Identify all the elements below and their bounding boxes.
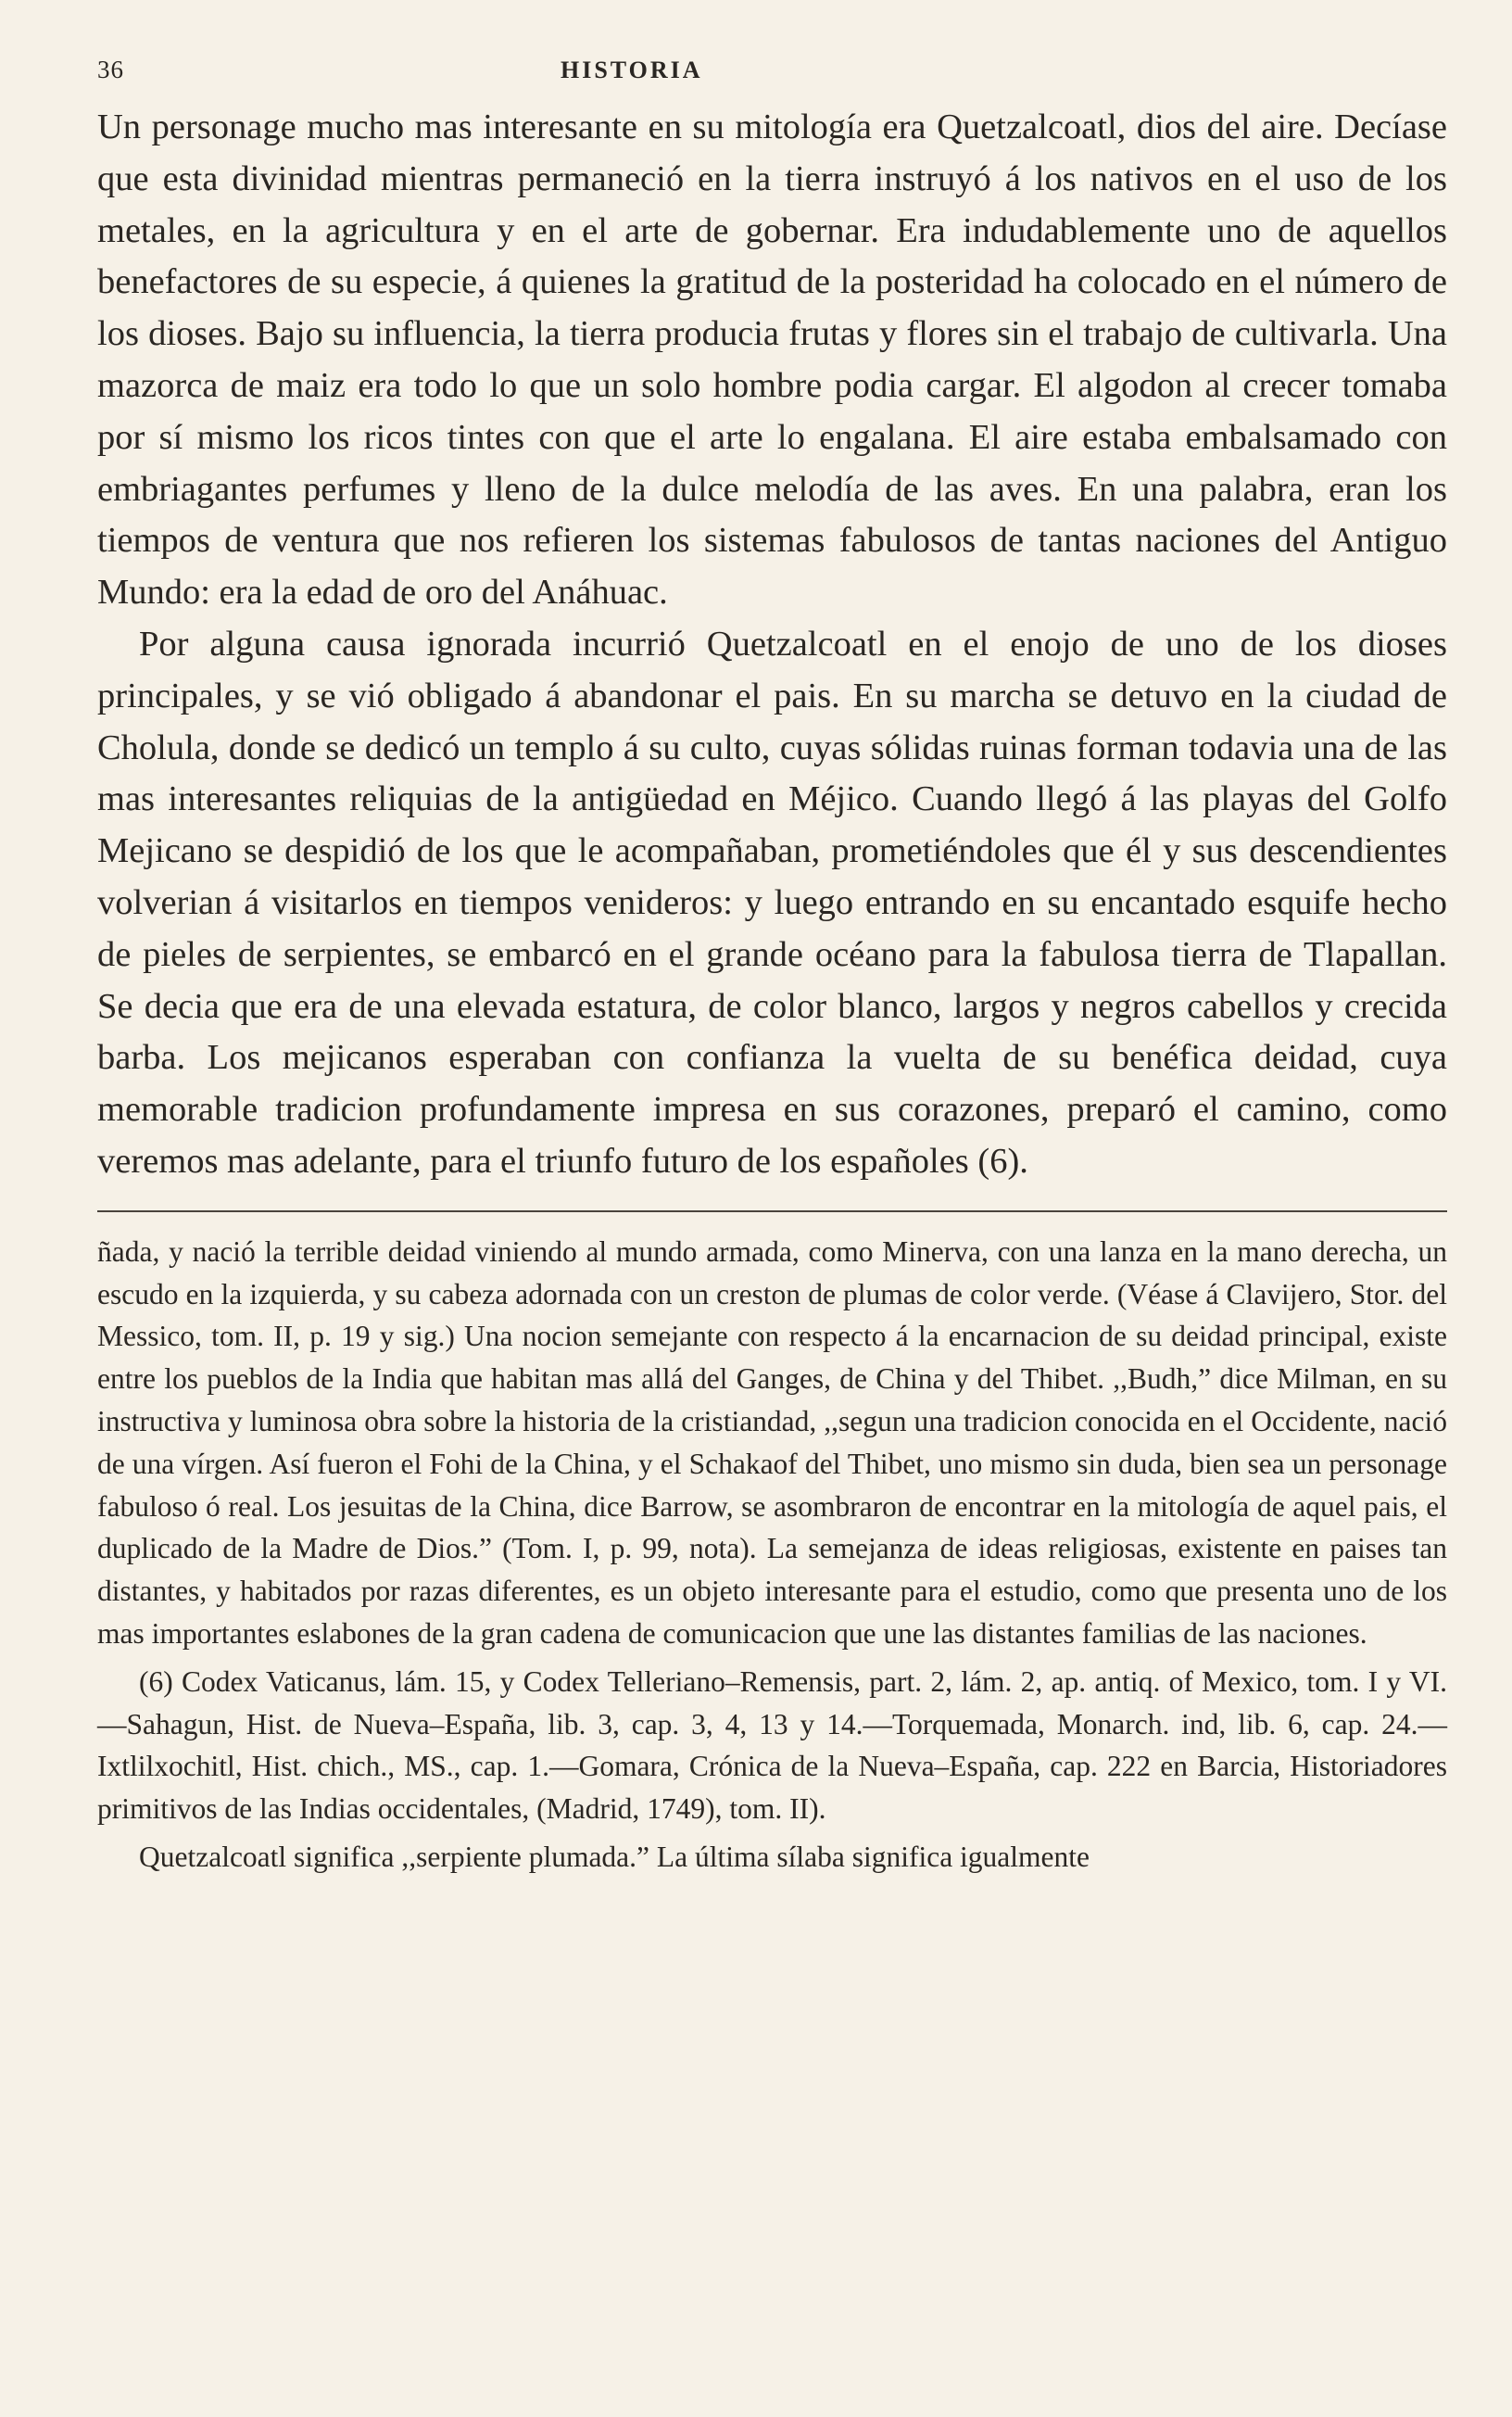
running-head (97, 56, 1447, 96)
footnote-last-line: Quetzalcoatl significa ,,serpiente plumada.” La última sílaba significa igualmente (139, 1840, 1090, 1873)
paragraph-quetzalcoatl-departure: Por alguna causa ignorada incurrió Quetzalcoatl en el enojo de uno de los dioses principales, y se vió obligado á abandonar el pais. En su marcha se detuvo en la ciudad de Cholula, donde se dedicó un templo á su culto, cuyas sólidas ruinas forman todavia una de las mas interesantes reliquias de la antigüedad en Méjico. Cuando llegó á las playas del Golfo Mejicano se despidió de los que le acompañaban, prometiéndoles que él y sus descendientes volverian á visitarlos en tiempos venideros: y luego entrando en su encantado esquife hecho de pieles de serpientes, se embarcó en el grande océano para la fabulosa tierra de Tlapallan. Se decia que era de una elevada estatura, de color blanco, largos y negros cabellos y crecida barba. Los mejicanos esperaban con confianza la vuelta de su benéfica deidad, cuya memorable tradicion profundamente impresa en sus corazones, preparó el camino, como veremos mas adelante, para el triunfo futuro de los españoles (6). (97, 624, 1447, 1181)
footnotes (97, 1231, 1447, 1879)
footnote-divider (97, 1210, 1447, 1212)
footnote-6: (6) Codex Vaticanus, lám. 15, y Codex Telleriano–Remensis, part. 2, lám. 2, ap. antiq. of Mexico, tom. I y VI.—Sahagun, Hist. de Nueva–España, lib. 3, cap. 3, 4, 13 y 14.—Torquemada, Monarch. ind, lib. 6, cap. 24.—Ixtlilxochitl, Hist. chich., MS., cap. 1.—Gomara, Crónica de la Nueva–España, cap. 222 en Barcia, Historiadores primitivos de las Indias occidentales, (Madrid, 1749), tom. II). (97, 1664, 1447, 1826)
footnote-continuation: ñada, y nació la terrible deidad viniendo al mundo armada, como Minerva, con una lanza en la mano derecha, un escudo en la izquierda, y su cabeza adornada con un creston de plumas de color verde. (Véase á Clavijero, Stor. del Messico, tom. II, p. 19 y sig.) Una nocion semejante con respecto á la encarnacion de su deidad principal, existe entre los pueblos de la India que habitan mas allá del Ganges, de China y del Thibet. ,,Budh,” dice Milman, en su instructiva y luminosa obra sobre la historia de la cristiandad, ,,segun una tradicion conocida en el Occidente, nació de una vírgen. Así fueron el Fohi de la China, y el Schakaof del Thibet, uno mismo sin duda, bien sea un personage fabuloso ó real. Los jesuitas de la China, dice Barrow, se asombraron de encontrar en la mitología de aquel pais, el duplicado de la Madre de Dios.” (Tom. I, p. 99, nota). La semejanza de ideas religiosas, existente en paises tan distantes, y habitados por razas diferentes, es un objeto interesante para el estudio, como que presenta uno de los mas importantes eslabones de la gran cadena de comunicacion que une las distantes familias de las naciones. (97, 1234, 1447, 1650)
main-text (97, 102, 1447, 1188)
paragraph-quetzalcoatl-intro: Un personage mucho mas interesante en su mitología era Quetzalcoatl, dios del aire. Decíase que esta divinidad mientras permaneció en la tierra instruyó á los nativos en el uso de los metales, en la agricultura y en el arte de gobernar. Era indudablemente uno de aquellos benefactores de su especie, á quienes la gratitud de la posteridad ha colocado en el número de los dioses. Bajo su influencia, la tierra producia frutas y flores sin el trabajo de cultivarla. Una mazorca de maiz era todo lo que un solo hombre podia cargar. El algodon al crecer tomaba por sí mismo los ricos tintes con que el arte lo engalana. El aire estaba embalsamado con embriagantes perfumes y lleno de la dulce melodía de las aves. En una palabra, eran los tiempos de ventura que nos refieren los sistemas fabulosos de tantas naciones del Antiguo Mundo: era la edad de oro del Anáhuac. (97, 108, 1447, 613)
running-title: HISTORIA (561, 57, 703, 83)
page-number: 36 (97, 56, 124, 83)
